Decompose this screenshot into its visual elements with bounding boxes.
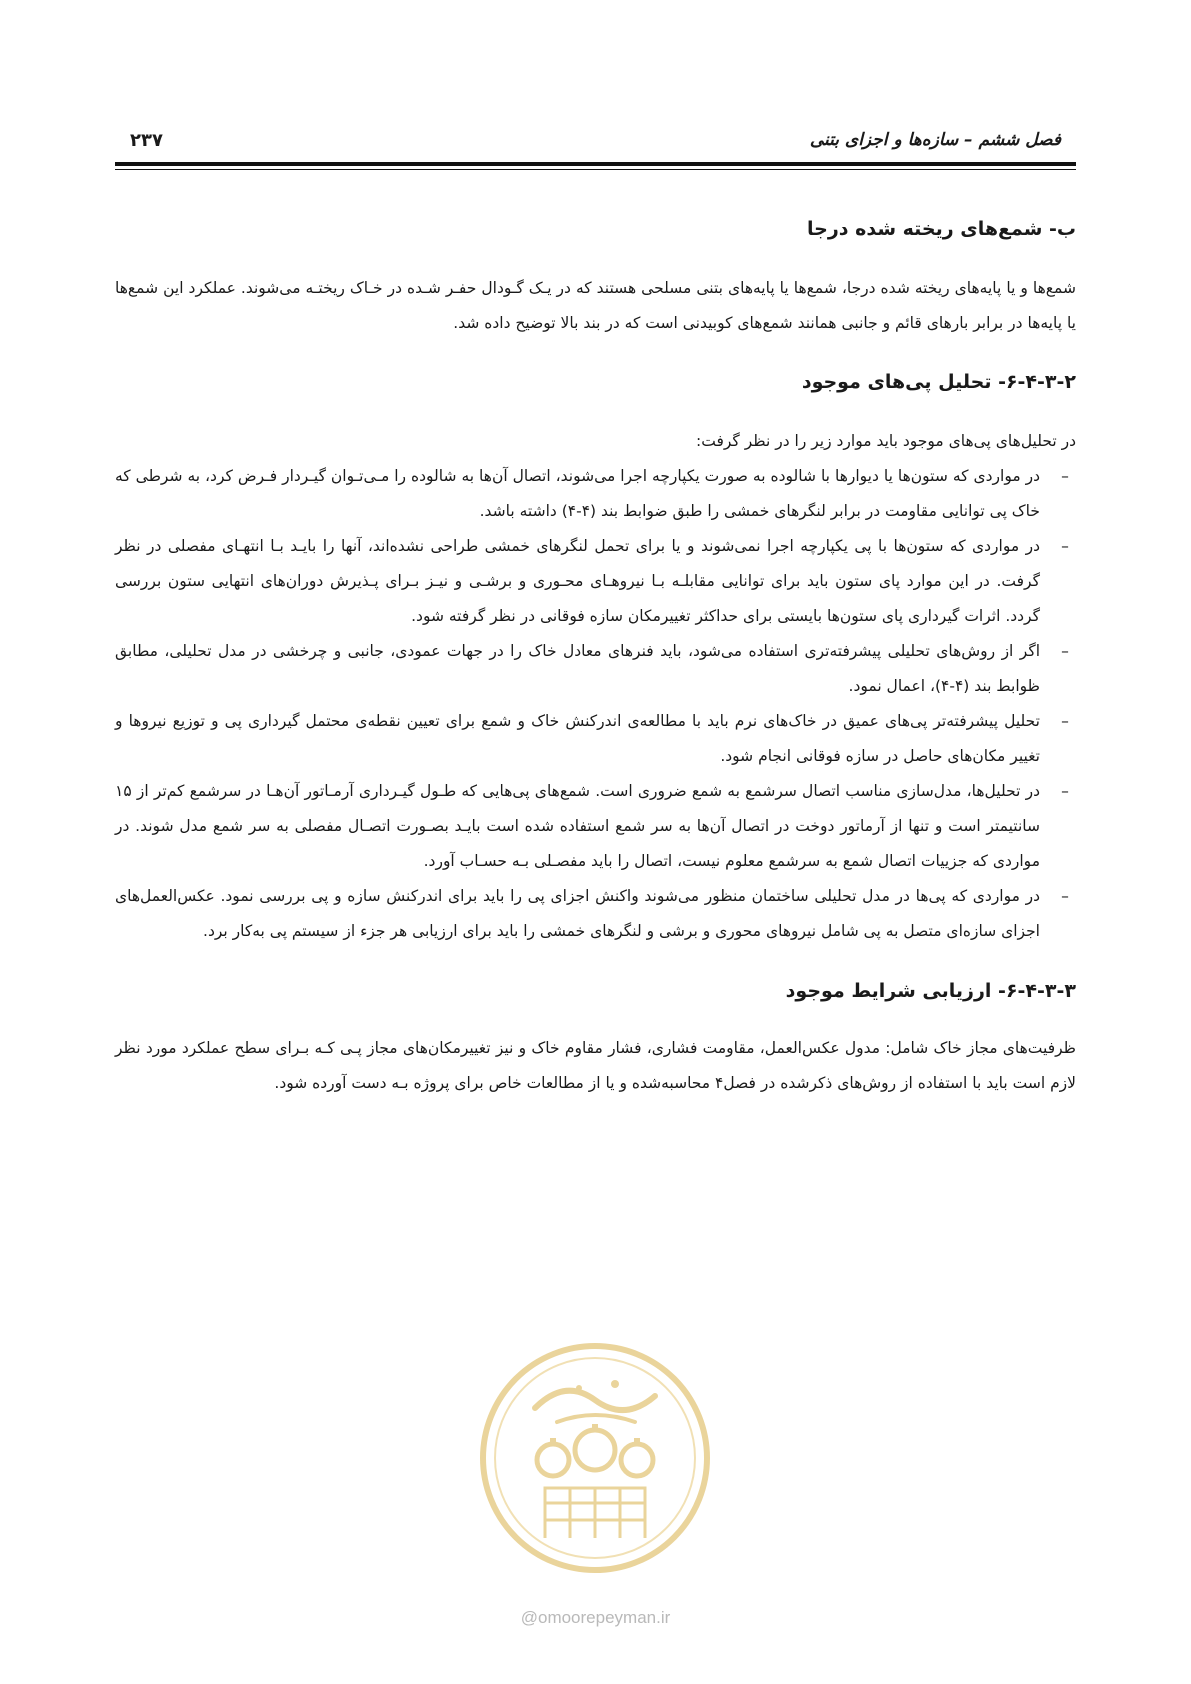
list-item: [115, 459, 1076, 529]
bullet-dash-icon: –: [1061, 887, 1069, 905]
list-item-text: در مواردی که ستون‌ها با پی یکپارچه اجرا نمی‌شوند و یا برای تحمل لنگرهای خمشی طراحی نشده‌اند، آنها را بایـد بـا انتهـای مفصلی در نظر گرفت. در این موارد پای ستون باید برای توانایی مقابلـه بـا نیروهـای محـوری و برشـی و نیـز بـرای پـذیرش دوران‌های انتهایی ستون بررسی گردد. اثرات گیرداری پای ستون‌ها بایستی برای حداکثر تغییرمکان سازه فوقانی در نظر گرفته شود.: [115, 537, 1040, 625]
section-heading-cast-piles: ب- شمع‌های ریخته شده درجا: [807, 218, 1076, 240]
list-item-text: تحلیل پیشرفته‌تر پی‌های عمیق در خاک‌های نرم باید با مطالعه‌ی اندرکنش خاک و شمع برای تعیین نقطه‌ی محتمل گیرداری پی و توزیع نیروها و تغییر مکان‌های حاصل در سازه فوقانی انجام شود.: [115, 712, 1040, 765]
list-item-text: در مواردی که ستون‌ها یا دیوارها با شالوده به صورت یکپارچه اجرا می‌شوند، اتصال آن‌ها به شالوده را مـی‌تـوان گیـردار فـرض کرد، به شرطی که خاک پی توانایی مقاومت در برابر لنگرهای خمشی را طبق ضوابط بند (۴-۴) داشته باشد.: [115, 467, 1040, 520]
foundation-analysis-list: [115, 459, 1076, 949]
bullet-dash-icon: –: [1061, 467, 1069, 485]
section-heading-foundation-analysis: ۶-۴-۳-۲- تحلیل پی‌های موجود: [801, 371, 1076, 393]
bullet-dash-icon: –: [1061, 642, 1069, 660]
watermark-stamp-icon: [475, 1338, 715, 1578]
list-item-text: در تحلیل‌ها، مدل‌سازی مناسب اتصال سرشمع به شمع ضروری است. شمع‌های پی‌هایی که طـول گیـرداری آرمـاتور آن‌هـا در سرشمع کم‌تر از ۱۵ سانتیمتر است و تنها از آرماتور دوخت در اتصال آن‌ها به سر شمع استفاده شده است بایـد بصـورت اتصـال مفصلی به سر شمع مدل شوند. در مواردی که جزییات اتصال شمع به سرشمع معلوم نیست، اتصال را باید مفصـلی بـه حسـاب آورد.: [115, 782, 1040, 870]
section-heading-existing-conditions: ۶-۴-۳-۳- ارزیابی شرایط موجود: [785, 980, 1076, 1002]
bullet-dash-icon: –: [1061, 782, 1069, 800]
chapter-title: فصل ششم – سازه‌ها و اجزای بتنی: [809, 130, 1061, 150]
foundation-analysis-intro: در تحلیل‌های پی‌های موجود باید موارد زیر را در نظر گرفت:: [696, 432, 1076, 450]
list-item: [115, 774, 1076, 879]
bullet-dash-icon: –: [1061, 712, 1069, 730]
page-header: [130, 130, 1061, 160]
page-content: [115, 212, 1076, 1101]
bullet-dash-icon: –: [1061, 537, 1069, 555]
list-item-text: اگر از روش‌های تحلیلی پیشرفته‌تری استفاده می‌شود، باید فنرهای معادل خاک را در جهات عمودی، جانبی و چرخشی در مدل تحلیلی، مطابق ظوابط بند (۴-۴)، اعمال نمود.: [115, 642, 1040, 695]
watermark-site-link[interactable]: [0, 1608, 1191, 1628]
existing-conditions-paragraph: ظرفیت‌های مجاز خاک شامل: مدول عکس‌العمل، مقاومت فشاری، فشار مقاوم خاک و نیز تغییرمکان‌های مجاز پـی کـه بـرای سطح عملکرد مورد نظر لازم است باید با استفاده از روش‌های ذکرشده در فصل۴ محاسبه‌شده و یا از مطالعات خاص برای پروژه بـه دست آورده شود.: [115, 1039, 1076, 1092]
page-number: ۲۳۷: [130, 130, 163, 151]
cast-piles-paragraph: شمع‌ها و یا پایه‌های ریخته شده درجا، شمع‌ها یا پایه‌های بتنی مسلحی هستند که در یـک گـودال حفـر شـده در خـاک ریختـه می‌شوند. عملکرد این شمع‌ها یا پایه‌ها در برابر بارهای قائم و جانبی همانند شمع‌های کوبیدنی است که در بند بالا توضیح داده شد.: [115, 279, 1076, 332]
list-item: [115, 529, 1076, 634]
header-rule-thin: [115, 169, 1076, 170]
header-rule-thick: [115, 162, 1076, 166]
at-icon: @: [520, 1608, 538, 1627]
list-item: [115, 634, 1076, 704]
list-item: [115, 704, 1076, 774]
list-item: [115, 879, 1076, 949]
watermark-site-text: omoorepeyman.ir: [537, 1608, 671, 1627]
list-item-text: در مواردی که پی‌ها در مدل تحلیلی ساختمان منظور می‌شوند واکنش اجزای پی را باید برای اندرکنش سازه و پی بررسی نمود. عکس‌العمل‌های اجزای سازه‌ای متصل به پی شامل نیروهای محوری و برشی و لنگرهای خمشی را باید برای ارزیابی هر جزء از سیستم پی به‌کار برد.: [115, 887, 1040, 940]
